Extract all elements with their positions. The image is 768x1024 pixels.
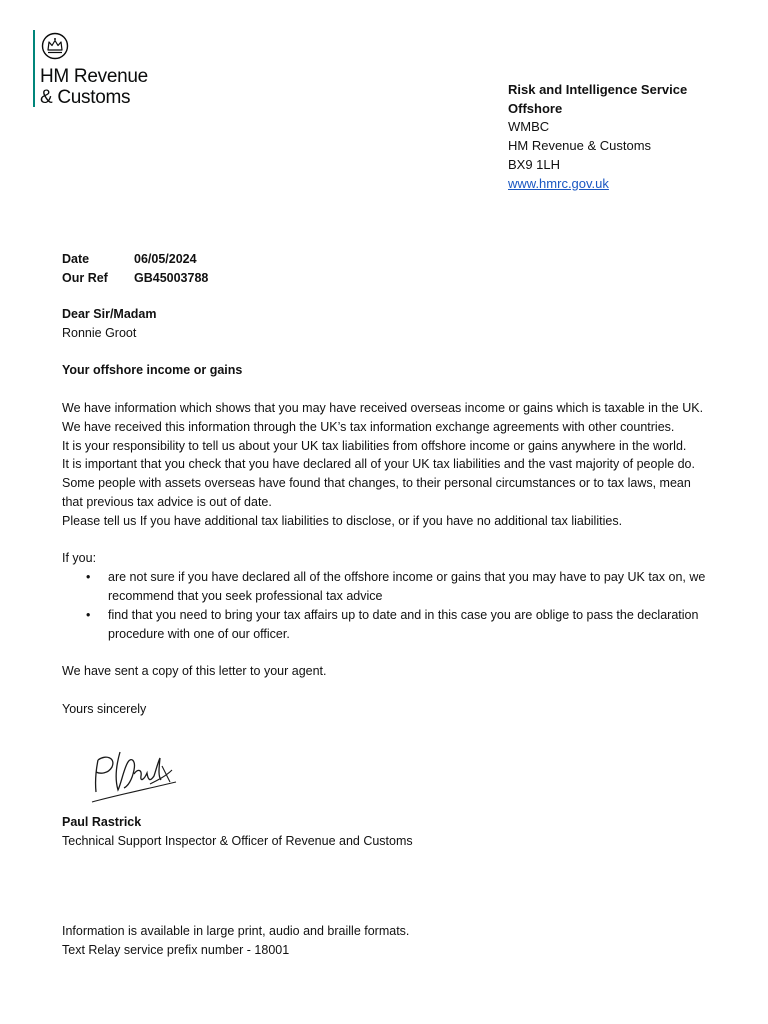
footer [62,922,409,960]
date-row [62,250,208,269]
paragraph-2: It is your responsibility to tell us about your UK tax liabilities from offshore income or gains anywhere in the world. [62,438,687,453]
list-item [62,606,712,644]
footer-line-2: Text Relay service prefix number - 18001 [62,943,290,957]
bullet-icon: • [86,607,91,622]
recipient-name: Ronnie Groot [62,325,137,340]
dept-line-2: Offshore [508,100,563,116]
paragraph-3: It is important that you check that you have declared all of your UK tax liabilities and the vast majority of people do. Some people with assets overseas have found that changes, to their personal circumstances or to tax laws, mean that previous tax advice is out of date. [62,457,695,509]
crown-crest-icon [41,32,69,60]
signoff-block [62,813,413,851]
signatory-name: Paul Rastrick [62,815,142,829]
letter-body [62,305,712,719]
closing: Yours sincerely [62,701,147,716]
logo-wordmark [40,66,148,108]
website-link[interactable]: www.hmrc.gov.uk [508,175,609,191]
bullet-text-1: are not sure if you have declared all of the offshore income or gains that you may have to pay UK tax on, we recommend that you seek professional tax advice [108,570,706,603]
signatory-title: Technical Support Inspector & Officer of Revenue and Customs [62,834,413,848]
handwritten-signature [84,740,184,810]
address-line-1: WMBC [508,119,550,135]
salutation: Dear Sir/Madam [62,307,157,321]
ref-row [62,269,208,288]
date-value: 06/05/2024 [134,252,197,266]
copy-note: We have sent a copy of this letter to your agent. [62,664,327,679]
sender-address [508,81,687,193]
bullet-icon: • [86,570,91,585]
date-label: Date [62,252,90,266]
bullet-list [62,568,712,643]
if-you-label: If you: [62,551,97,566]
logo-bar [33,30,35,107]
dept-line-1: Risk and Intelligence Service [508,82,688,97]
address-postcode: BX9 1LH [508,156,561,172]
footer-line-1: Information is available in large print, audio and braille formats. [62,924,410,938]
subject-heading: Your offshore income or gains [62,363,243,378]
bullet-text-2: find that you need to bring your tax affairs up to date and in this case you are oblige to pass the declaration procedure with one of our officer. [108,607,699,641]
logo-line-1: HM Revenue [40,66,148,87]
address-line-2: HM Revenue & Customs [508,138,652,154]
paragraph-4: Please tell us If you have additional tax liabilities to disclose, or if you have no additional tax liabilities. [62,513,623,528]
paragraph-1: We have information which shows that you may have received overseas income or gains which is taxable in the UK. We have received this information through the UK’s tax information exchange agreements with other countries. [62,400,704,434]
ref-label: Our Ref [62,271,108,285]
letter-meta [62,250,208,288]
logo-line-2: & Customs [40,87,131,108]
ref-value: GB45003788 [134,271,209,285]
list-item [62,568,712,606]
